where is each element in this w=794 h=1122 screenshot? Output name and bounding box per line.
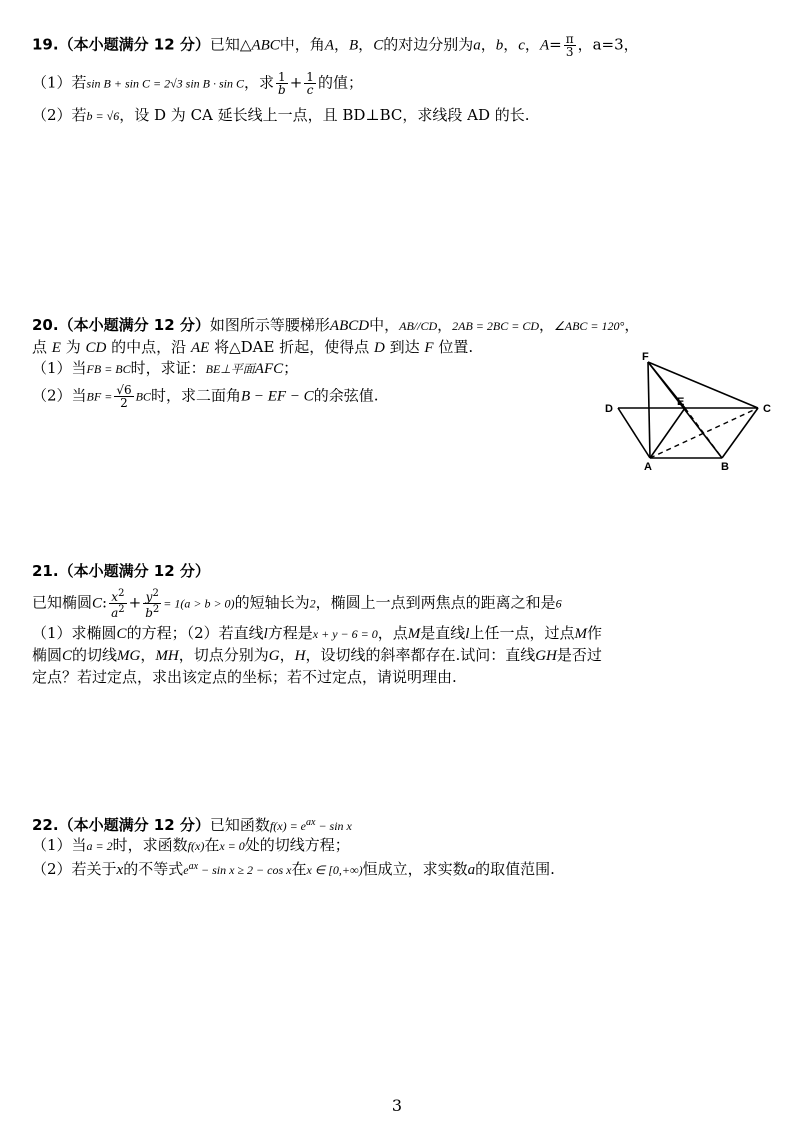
q20-header: 20.（本小题满分 12 分） — [32, 316, 210, 334]
label-B: B — [721, 461, 729, 473]
q20-part1: （1）当FB = BC时，求证：BE⊥平面AFC； — [32, 359, 299, 377]
q20-line2: 点 E 为 CD 的中点，沿 AE 将△DAE 折起，使得点 D 到达 F 位置. — [32, 338, 474, 356]
q21-header-line — [32, 560, 210, 582]
q22-part1: （1）当a = 2时，求函数f(x)在x = 0处的切线方程； — [32, 836, 350, 854]
edge-FA — [648, 362, 650, 458]
edge-FC — [648, 362, 758, 408]
label-E: E — [677, 396, 685, 408]
q21-line4: 定点？若过定点，求出该定点的坐标；若不过定点，请说明理由. — [32, 668, 457, 686]
q21-header: 21.（本小题满分 12 分） — [32, 562, 210, 580]
label-D: D — [605, 403, 613, 415]
edge-DA — [618, 408, 650, 458]
q22-line1: 22.（本小题满分 12 分）已知函数$f(x) = e^{ax} - \sin x$ — [32, 816, 352, 834]
q19-part2: （2）若b = √6，设 D 为 CA 延长线上一点，且 BD⊥BC，求线段 AD 的长. — [32, 106, 530, 124]
q20-part2: （2）当BF = $\frac{√6}{2}$ BC时，求二面角B − EF − C的余弦值. — [32, 383, 379, 410]
label-C: C — [763, 403, 771, 415]
q21-line2: （1）求椭圆C的方程；（2）若直线l方程是x + y − 6 = 0，点M是直线l上任一点，过点M作 — [32, 624, 602, 642]
page-number: 3 — [391, 1096, 403, 1115]
q21-line1: 已知椭圆C: $\frac{x^2}{a^2}$ + $\frac{y^2}{b^2}$ = 1(a > b > 0)的短轴长为2，椭圆上一点到两焦点的距离之和是6 — [32, 588, 562, 620]
q20-line1: 20.（本小题满分 12 分）如图所示等腰梯形ABCD中，AB//CD，2AB = 2BC = CD，∠ABC = 120°， — [32, 316, 640, 334]
q22-part2: （2）若关于x的不等式$e^{ax} - \sin x \ge 2 - \cos x$在x ∈ [0,+∞)恒成立，求实数a的取值范围. — [32, 860, 555, 878]
q20-figure — [600, 350, 785, 475]
q21-line3: 椭圆C的切线MG，MH，切点分别为G，H，设切线的斜率都存在.试问：直线GH是否过 — [32, 646, 602, 664]
q19-part1: （1）若sin B + sin C = 2√3 sin B · sin C，求 $\frac{1}{b}$ + $\frac{1}{c}$ 的值； — [32, 70, 363, 97]
label-F: F — [642, 351, 649, 363]
q22-header: 22.（本小题满分 12 分） — [32, 816, 210, 834]
edge-BC — [722, 408, 758, 458]
label-A: A — [644, 461, 652, 473]
q19-p1-formula: sin B + sin C = 2√3 sin B · sin C — [86, 76, 245, 91]
q19-line1: 19.（本小题满分 12 分）已知△ABC中，角A，B，C的对边分别为a，b，c，A= $\frac{\pi}{3}$ ，a=3， — [32, 32, 639, 59]
q19-header: 19.（本小题满分 12 分） — [32, 35, 210, 54]
